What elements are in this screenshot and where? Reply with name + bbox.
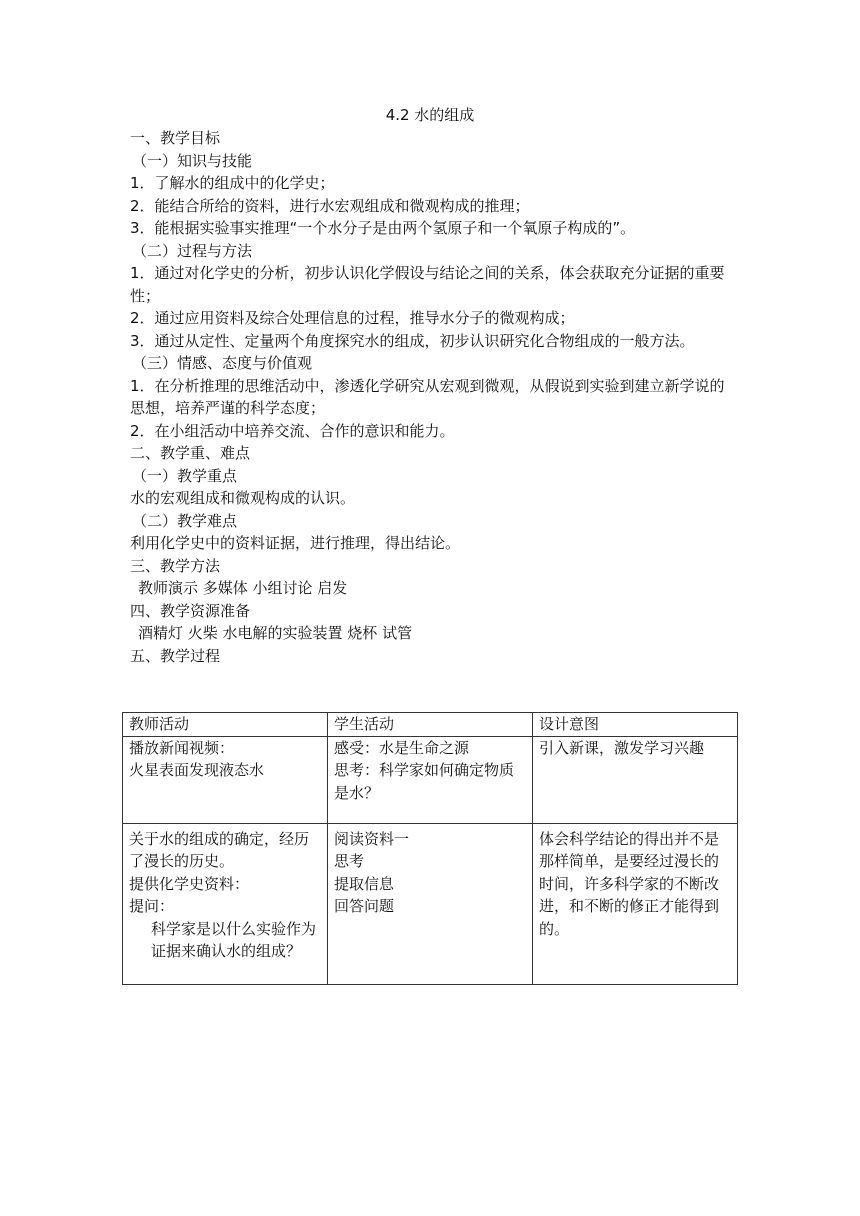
body-line: 1．通过对化学史的分析，初步认识化学假设与结论之间的关系，体会获取充分证据的重要性； <box>130 264 725 305</box>
cell-text: 阅读资料一 <box>334 829 410 848</box>
teacher-activity-cell <box>123 823 328 984</box>
body-line: 2．能结合所给的资料，进行水宏观组成和微观构成的推理； <box>130 196 530 215</box>
section-heading: 四、教学资源准备 <box>130 601 251 620</box>
subsection-heading: （一）知识与技能 <box>132 151 253 170</box>
cell-text: 火星表面发现液态水 <box>129 761 265 779</box>
document-body <box>130 127 735 667</box>
table-header-row <box>123 713 738 737</box>
table-row <box>123 736 738 823</box>
teaching-process-table <box>122 712 738 985</box>
cell-text: 播放新闻视频： <box>129 738 235 757</box>
cell-text: 提供化学史资料： <box>129 874 250 893</box>
body-line: 水的宏观组成和微观构成的认识。 <box>130 489 356 507</box>
section-heading: 三、教学方法 <box>130 556 221 575</box>
cell-text: 提问： <box>129 897 175 915</box>
cell-text: 思考：科学家如何确定物质是水？ <box>334 761 515 802</box>
cell-text: 思考 <box>334 852 365 870</box>
cell-text: 体会科学结论的得出并不是那样简单，是要经过漫长的时间，许多科学家的不断改进，和不断的修正才能得到的。 <box>539 829 720 938</box>
cell-text: 感受：水是生命之源 <box>334 738 470 757</box>
student-activity-cell <box>328 736 533 823</box>
body-line: 3．通过从定性、定量两个角度探究水的组成，初步认识研究化合物组成的一般方法。 <box>130 331 695 350</box>
body-line: 2．在小组活动中培养交流、合作的意识和能力。 <box>130 421 455 440</box>
cell-text: 引入新课，激发学习兴趣 <box>539 738 705 757</box>
header-cell: 教师活动 <box>123 713 328 737</box>
design-intent-cell <box>533 823 738 984</box>
teacher-activity-cell <box>123 736 328 823</box>
subsection-heading: （三）情感、态度与价值观 <box>132 354 313 372</box>
body-line: 3．能根据实验事实推理“一个水分子是由两个氢原子和一个氧原子构成的”。 <box>130 219 636 237</box>
design-intent-cell <box>533 736 738 823</box>
cell-text: 关于水的组成的确定，经历了漫长的历史。 <box>129 829 310 870</box>
body-line: 2．通过应用资料及综合处理信息的过程，推导水分子的微观构成； <box>130 309 575 327</box>
subsection-heading: （二）过程与方法 <box>132 241 253 260</box>
body-line: 利用化学史中的资料证据，进行推理，得出结论。 <box>130 534 461 552</box>
cell-text: 科学家是以什么实验作为证据来确认水的组成？ <box>151 919 317 960</box>
body-line: 1．在分析推理的思维活动中，渗透化学研究从宏观到微观，从假说到实验到建立新学说的思想，培养严谨的科学态度； <box>130 376 725 417</box>
subsection-heading: （二）教学难点 <box>132 511 238 530</box>
document-title: 4.2 水的组成 <box>385 106 475 124</box>
table-row <box>123 823 738 984</box>
header-cell: 学生活动 <box>328 713 533 737</box>
cell-text: 提取信息 <box>334 874 395 893</box>
body-line: 酒精灯 火柴 水电解的实验装置 烧杯 试管 <box>138 624 413 642</box>
student-activity-cell <box>328 823 533 984</box>
subsection-heading: （一）教学重点 <box>132 466 238 485</box>
cell-text: 回答问题 <box>334 897 395 915</box>
section-heading: 五、教学过程 <box>130 646 221 665</box>
header-cell: 设计意图 <box>533 713 738 737</box>
body-line: 1．了解水的组成中的化学史； <box>130 174 335 192</box>
section-heading: 二、教学重、难点 <box>130 444 251 462</box>
section-heading: 一、教学目标 <box>130 129 221 147</box>
body-line: 教师演示 多媒体 小组讨论 启发 <box>138 579 348 597</box>
